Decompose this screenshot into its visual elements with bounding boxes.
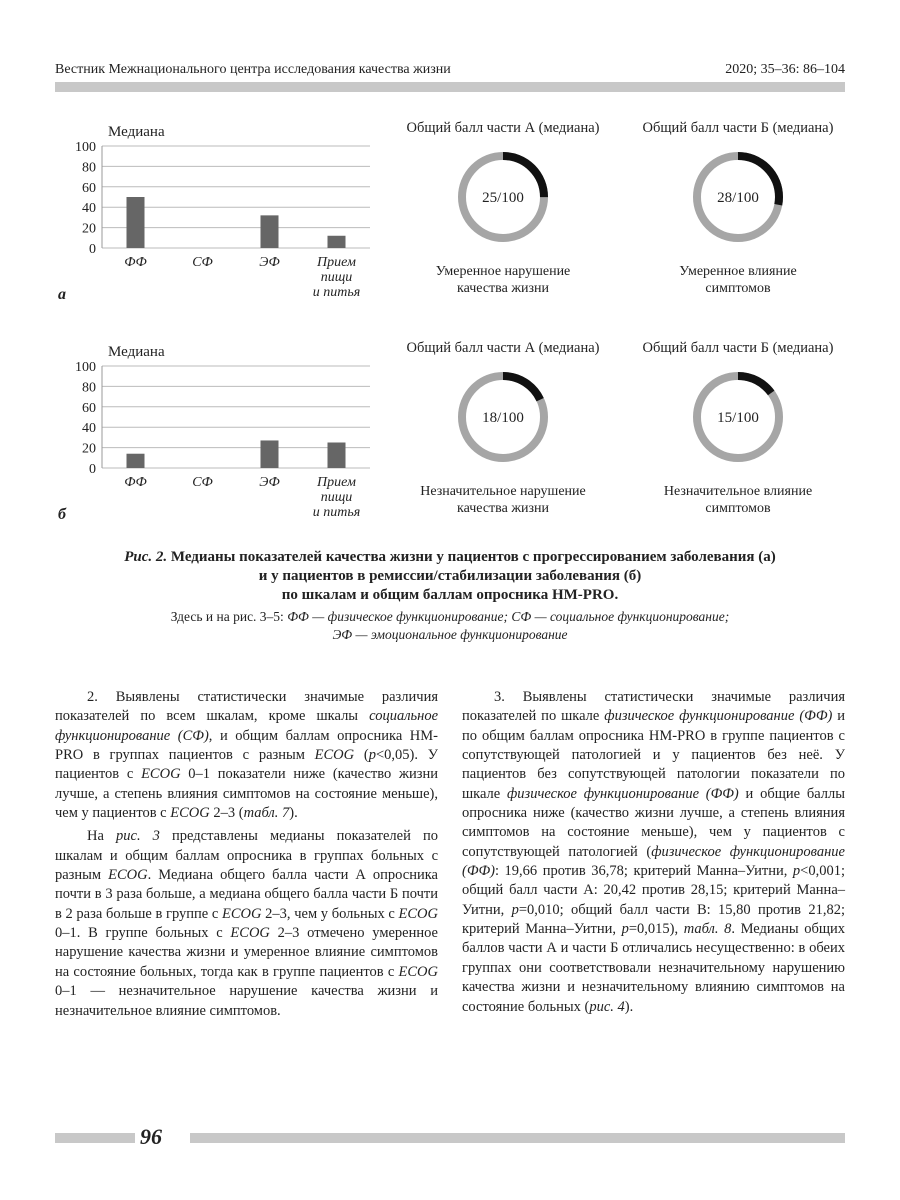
journal-title: Вестник Межнационального центра исследования качества жизни — [55, 62, 451, 77]
italic-run: табл. 7 — [243, 805, 290, 822]
donut-title: Общий балл части Б (медиана) — [642, 120, 834, 136]
donut-caption — [623, 263, 853, 297]
donut-title: Общий балл части А (медиана) — [406, 120, 600, 136]
donut-gauge — [455, 369, 551, 465]
text-run: =0,010; общий балл части В: 15,80 против 21,82; критерий Манна–Уитни, — [462, 901, 845, 938]
donut-value-label: 15/100 — [717, 410, 759, 426]
text-run: ( — [354, 747, 369, 764]
body-column-left — [55, 688, 438, 1021]
donut-caption-line: Умеренное влияние — [679, 264, 797, 279]
running-header — [55, 62, 845, 82]
donut-block-b-part-a — [388, 340, 618, 517]
y-tick-label: 20 — [82, 441, 96, 457]
italic-run: p — [621, 921, 629, 938]
donut-gauge — [690, 369, 786, 465]
italic-run: рис. 3 — [116, 828, 160, 845]
bar — [328, 443, 346, 469]
x-tick-label: ЭФ — [259, 255, 280, 270]
italic-run: табл. 8 — [683, 921, 732, 938]
donut-caption-line: Умеренное нарушение — [435, 264, 571, 279]
donut-caption — [623, 483, 853, 517]
y-tick-label: 100 — [75, 360, 96, 375]
italic-run: ECOG — [314, 747, 355, 764]
donut-caption — [388, 263, 618, 297]
text-run: <0,05). У пациентов с — [55, 747, 438, 783]
text-run: . Медиана общего балла части А опросника почти в 3 раза больше, а медиана общего балла части Б почти в 2 раза больше в группе с — [55, 867, 438, 922]
caption-line — [55, 548, 845, 567]
italic-run: p — [792, 863, 801, 880]
y-tick-label: 40 — [82, 421, 96, 437]
body-column-right — [462, 688, 845, 1017]
paragraph — [55, 688, 438, 823]
italic-run: ECOG — [398, 905, 438, 922]
caption-label: Рис. 2. — [124, 549, 168, 565]
italic-run: физическое функционирование (ФФ) — [604, 708, 833, 725]
donut-value-label: 25/100 — [482, 190, 524, 206]
donut-title: Общий балл части Б (медиана) — [642, 340, 834, 356]
page-number: 96 — [140, 1124, 162, 1149]
y-tick-label: 40 — [82, 201, 96, 217]
italic-run: ECOG — [398, 963, 438, 980]
italic-run: ECOG — [170, 805, 210, 822]
italic-run: рис. 4 — [589, 998, 625, 1015]
italic-run: физическое функционирование (ФФ) — [507, 785, 739, 802]
donut-caption-line: качества жизни — [457, 281, 549, 296]
donut-title: Общий балл части А (медиана) — [406, 340, 600, 356]
italic-run: p — [511, 901, 519, 918]
x-tick-label: Прием — [317, 475, 356, 490]
caption-note-line — [55, 608, 845, 626]
text-run: : 19,66 против 36,78; критерий Манна–Уитни, — [494, 863, 793, 880]
y-tick-label: 80 — [82, 380, 96, 396]
figure-caption — [55, 548, 845, 644]
donut-caption-line: Незначительное нарушение — [420, 484, 586, 499]
italic-run: ECOG — [230, 925, 270, 942]
figure-panel-b — [0, 338, 900, 548]
caption-note-line: ЭФ — эмоциональное функционирование — [332, 627, 568, 642]
text-run: 0–1 показатели ниже (качество жизни лучше, а степень влияния симптомов на состояние меньше), чем у пациентов с — [55, 766, 438, 822]
footer-rule-left — [55, 1133, 135, 1143]
caption-note — [55, 608, 845, 644]
donut-gauge — [455, 149, 551, 245]
y-tick-label: 80 — [82, 160, 96, 176]
chart-title: Медиана — [108, 344, 165, 360]
text-run: 2. Выявлены статистически значимые различия показателей по всем шкалам, кроме шкалы — [55, 689, 438, 725]
caption-line: и у пациентов в ремиссии/стабилизации заболевания (б) — [258, 568, 642, 584]
y-tick-label: 60 — [82, 180, 96, 196]
donut-block-a-part-a — [388, 120, 618, 297]
x-tick-label: пищи — [320, 490, 353, 505]
panel-label-a: а — [58, 286, 66, 303]
text-run: 2–3 отмечено умеренное нарушение качества жизни и умеренное влияние симптомов на состояние больных, тогда как в группе пациентов с — [55, 925, 438, 980]
issue-info: 2020; 35–36: 86–104 — [725, 62, 845, 77]
x-tick-label: ЭФ — [259, 475, 280, 490]
donut-block-a-part-b — [623, 120, 853, 297]
text-run: и общие баллы опросника ниже (качество жизни лучше, а степень влияния симптомов на состояние меньше), чем у пациентов с сопутствующей патологией ( — [462, 785, 846, 860]
donut-caption-line: Незначительное влияние — [663, 484, 813, 499]
text-run: представлены медианы показателей по шкалам и общим баллам опросника в группах больных с разным — [55, 828, 438, 884]
bar-chart-a — [60, 118, 380, 308]
donut-caption-line: симптомов — [705, 501, 771, 516]
text-run: 3. Выявлены статистически значимые различия показателей по шкале — [462, 689, 845, 725]
text-run: ). — [624, 998, 634, 1015]
bar — [328, 236, 346, 248]
italic-run: ECOG — [222, 905, 262, 922]
donut-block-b-part-b — [623, 340, 853, 517]
text-run: ). — [289, 805, 298, 822]
caption-text: Медианы показателей качества жизни у пациентов с прогрессированием заболевания (а) — [170, 549, 776, 565]
text-run: =0,015), — [628, 921, 684, 938]
header-rule — [55, 82, 845, 92]
x-tick-label: и питья — [312, 285, 361, 300]
y-tick-label: 0 — [89, 242, 96, 257]
text-run: На — [87, 828, 117, 845]
panel-label-b: б — [58, 506, 66, 523]
chart-title: Медиана — [108, 124, 165, 140]
bar — [127, 197, 145, 248]
text-run: 0–1. В группе больных с — [55, 925, 231, 942]
donut-value-label: 18/100 — [482, 410, 524, 426]
text-run: , и общим баллам опросника HM-PRO в группах пациентов с разным — [55, 727, 439, 764]
bar — [127, 454, 145, 468]
footer-rule-right — [190, 1133, 845, 1143]
caption-note-lead: Здесь и на рис. 3–5: — [170, 609, 288, 624]
donut-caption-line: симптомов — [705, 281, 771, 296]
italic-run: социальное функционирование (СФ) — [55, 708, 438, 744]
text-run: <0,001; общий балл части А: 20,42 против 28,15; критерий Манна–Уитни, — [462, 863, 845, 918]
x-tick-label: и питья — [312, 505, 361, 520]
italic-run: физическое функционирование (ФФ) — [462, 843, 845, 880]
y-tick-label: 20 — [82, 221, 96, 237]
y-tick-label: 100 — [75, 140, 96, 155]
text-run: и по общим баллам опросника HM-PRO в группе пациентов с сопутствующей патологией и у пациентов без неё. У пациентов без сопутствующей патологии показатели по шкале — [462, 708, 846, 802]
y-tick-label: 0 — [89, 462, 96, 477]
text-run: 2–3 ( — [209, 805, 244, 822]
caption-note-abbr: ФФ — физическое функционирование; СФ — социальное функционирование; — [287, 609, 730, 624]
text-run: . Медианы общих баллов части А и части Б отличались несущественно: в обеих группах они соответствовали незначительному нарушению качества жизни и незначительному влиянию симптомов на состояние больных ( — [462, 921, 846, 1015]
italic-run: p — [368, 747, 376, 764]
bar — [261, 440, 279, 468]
figure-panel-a — [0, 118, 900, 328]
italic-run: ECOG — [141, 766, 181, 783]
x-tick-label: ФФ — [124, 255, 147, 270]
x-tick-label: СФ — [192, 475, 213, 490]
donut-value-label: 28/100 — [717, 190, 759, 206]
y-tick-label: 60 — [82, 400, 96, 416]
text-run: 2–3, чем у больных с — [261, 905, 399, 922]
x-tick-label: пищи — [320, 270, 353, 285]
paragraph — [462, 688, 845, 1017]
bar-chart-b — [60, 338, 380, 528]
text-run: 0–1 — незначительное нарушение качества жизни и незначительное влияние симптомов. — [55, 983, 438, 1019]
donut-caption — [388, 483, 618, 517]
x-tick-label: СФ — [192, 255, 213, 270]
caption-line: по шкалам и общим баллам опросника HM-PRO. — [281, 587, 619, 603]
bar — [261, 215, 279, 248]
paragraph — [55, 827, 438, 1020]
italic-run: ECOG — [108, 867, 148, 884]
x-tick-label: Прием — [317, 255, 356, 270]
donut-gauge — [690, 149, 786, 245]
donut-caption-line: качества жизни — [457, 501, 549, 516]
x-tick-label: ФФ — [124, 475, 147, 490]
